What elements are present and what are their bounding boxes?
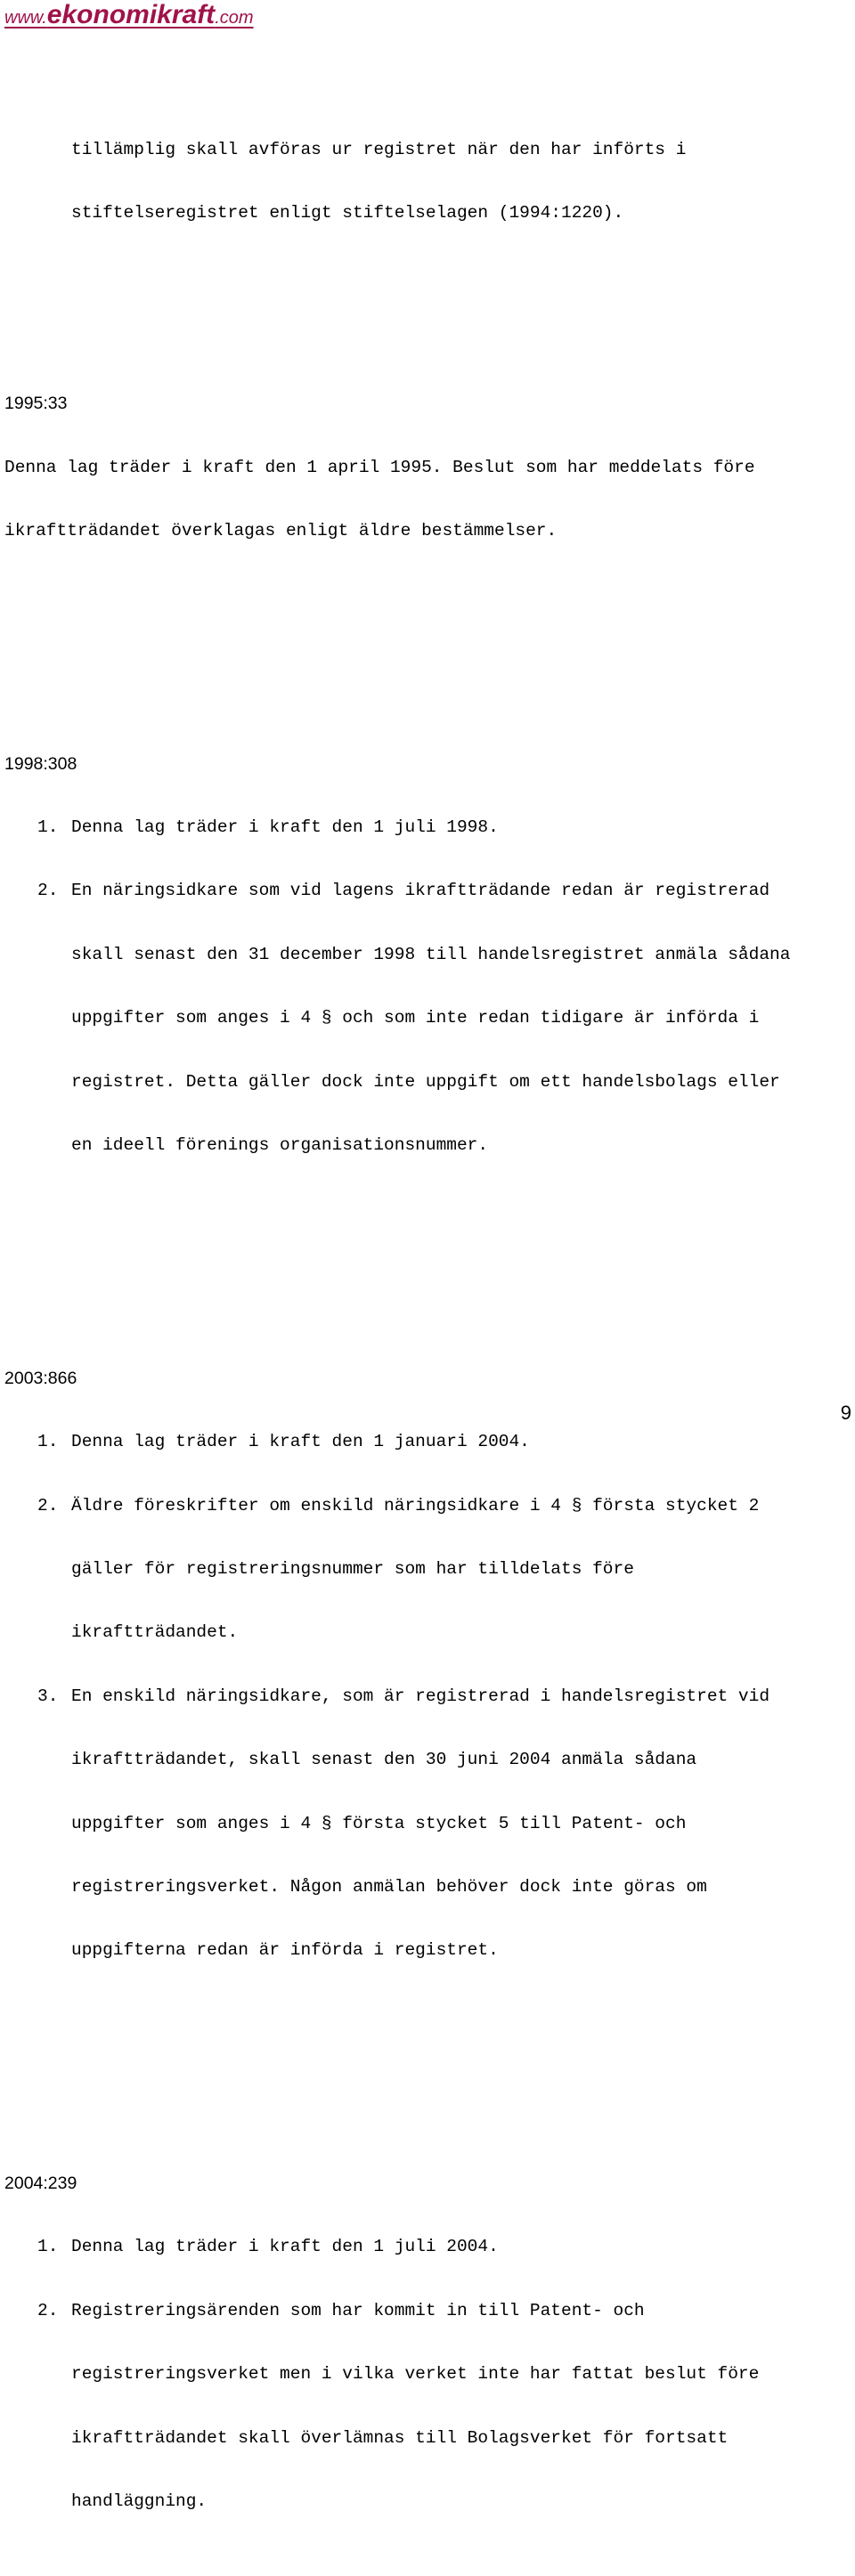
item-number: 2.: [37, 881, 59, 901]
item-text-continued: handläggning.: [71, 2491, 208, 2512]
item-text-continued: ikraftträdandet, skall senast den 30 juni 2004 anmäla sådana: [71, 1750, 697, 1770]
item-text: En näringsidkare som vid lagens ikraftträdande redan är registrerad: [71, 881, 770, 901]
list-item: [4, 817, 851, 839]
list-item: [4, 881, 851, 902]
item-text-continued: registret. Detta gäller dock inte uppgift om ett handelsbolags eller: [71, 1071, 780, 1092]
intro-line: stiftelseregistret enligt stiftelselagen (1994:1220).: [71, 202, 624, 223]
section-line: ikraftträdandet överklagas enligt äldre bestämmelser.: [4, 520, 558, 540]
item-text-continued: registreringsverket. Någon anmälan behöver dock inte göras om: [71, 1876, 707, 1897]
item-text-continued: uppgifterna redan är införda i registret.: [71, 1940, 499, 1961]
item-text-continued: gäller för registreringsnummer som har tilldelats före: [71, 1558, 634, 1579]
item-number: 1.: [37, 2237, 59, 2257]
section-2004-239: [4, 2132, 851, 2556]
item-number: 2.: [37, 2300, 59, 2320]
item-text-continued: registreringsverket men i vilka verket inte har fattat beslut före: [71, 2364, 760, 2385]
list-item: [4, 1496, 851, 1517]
item-text: Denna lag träder i kraft den 1 januari 2004.: [71, 1432, 530, 1452]
section-2003-866: [4, 1326, 851, 2004]
section-year: 2004:239: [4, 2174, 77, 2194]
page-number: 9: [840, 1402, 851, 1424]
logo-name: ekonomikraft: [46, 0, 216, 29]
section-year: 2003:866: [4, 1368, 77, 1388]
intro-line: tillämplig skall avföras ur registret när den har införts i: [71, 139, 687, 159]
item-text-continued: ikraftträdandet.: [71, 1622, 239, 1643]
item-text: Registreringsärenden som har kommit in till Patent- och: [71, 2300, 645, 2320]
item-text: Äldre föreskrifter om enskild näringsidkare i 4 § första stycket 2: [71, 1495, 760, 1516]
site-logo[interactable]: [4, 2, 254, 33]
logo-suffix: .com: [215, 8, 254, 28]
section-1995-33: [4, 352, 851, 585]
item-number: 1.: [37, 817, 59, 838]
list-item: [4, 1432, 851, 1453]
list-item: [4, 2237, 851, 2258]
document-body: [4, 97, 851, 2576]
item-number: 2.: [37, 1495, 59, 1516]
section-year: 1998:308: [4, 753, 77, 774]
section-line: Denna lag träder i kraft den 1 april 1995. Beslut som har meddelats före: [4, 457, 755, 477]
section-1998-308: [4, 711, 851, 1199]
list-item: [4, 1686, 851, 1708]
section-year: 1995:33: [4, 394, 68, 414]
item-text: Denna lag träder i kraft den 1 juli 1998.: [71, 817, 499, 838]
list-item: [4, 2301, 851, 2322]
item-text-continued: en ideell förenings organisationsnummer.: [71, 1135, 489, 1156]
logo-prefix: www.: [4, 8, 47, 28]
item-number: 1.: [37, 1432, 59, 1452]
item-text-continued: uppgifter som anges i 4 § första stycket 5 till Patent- och: [71, 1813, 687, 1833]
item-text: En enskild näringsidkare, som är registrerad i handelsregistret vid: [71, 1686, 770, 1706]
item-text: Denna lag träder i kraft den 1 juli 2004.: [71, 2237, 499, 2257]
item-number: 3.: [37, 1686, 59, 1706]
item-text-continued: uppgifter som anges i 4 § och som inte redan tidigare är införda i: [71, 1008, 760, 1028]
item-text-continued: skall senast den 31 december 1998 till handelsregistret anmäla sådana: [71, 944, 791, 964]
item-text-continued: ikraftträdandet skall överlämnas till Bolagsverket för fortsatt: [71, 2427, 729, 2448]
